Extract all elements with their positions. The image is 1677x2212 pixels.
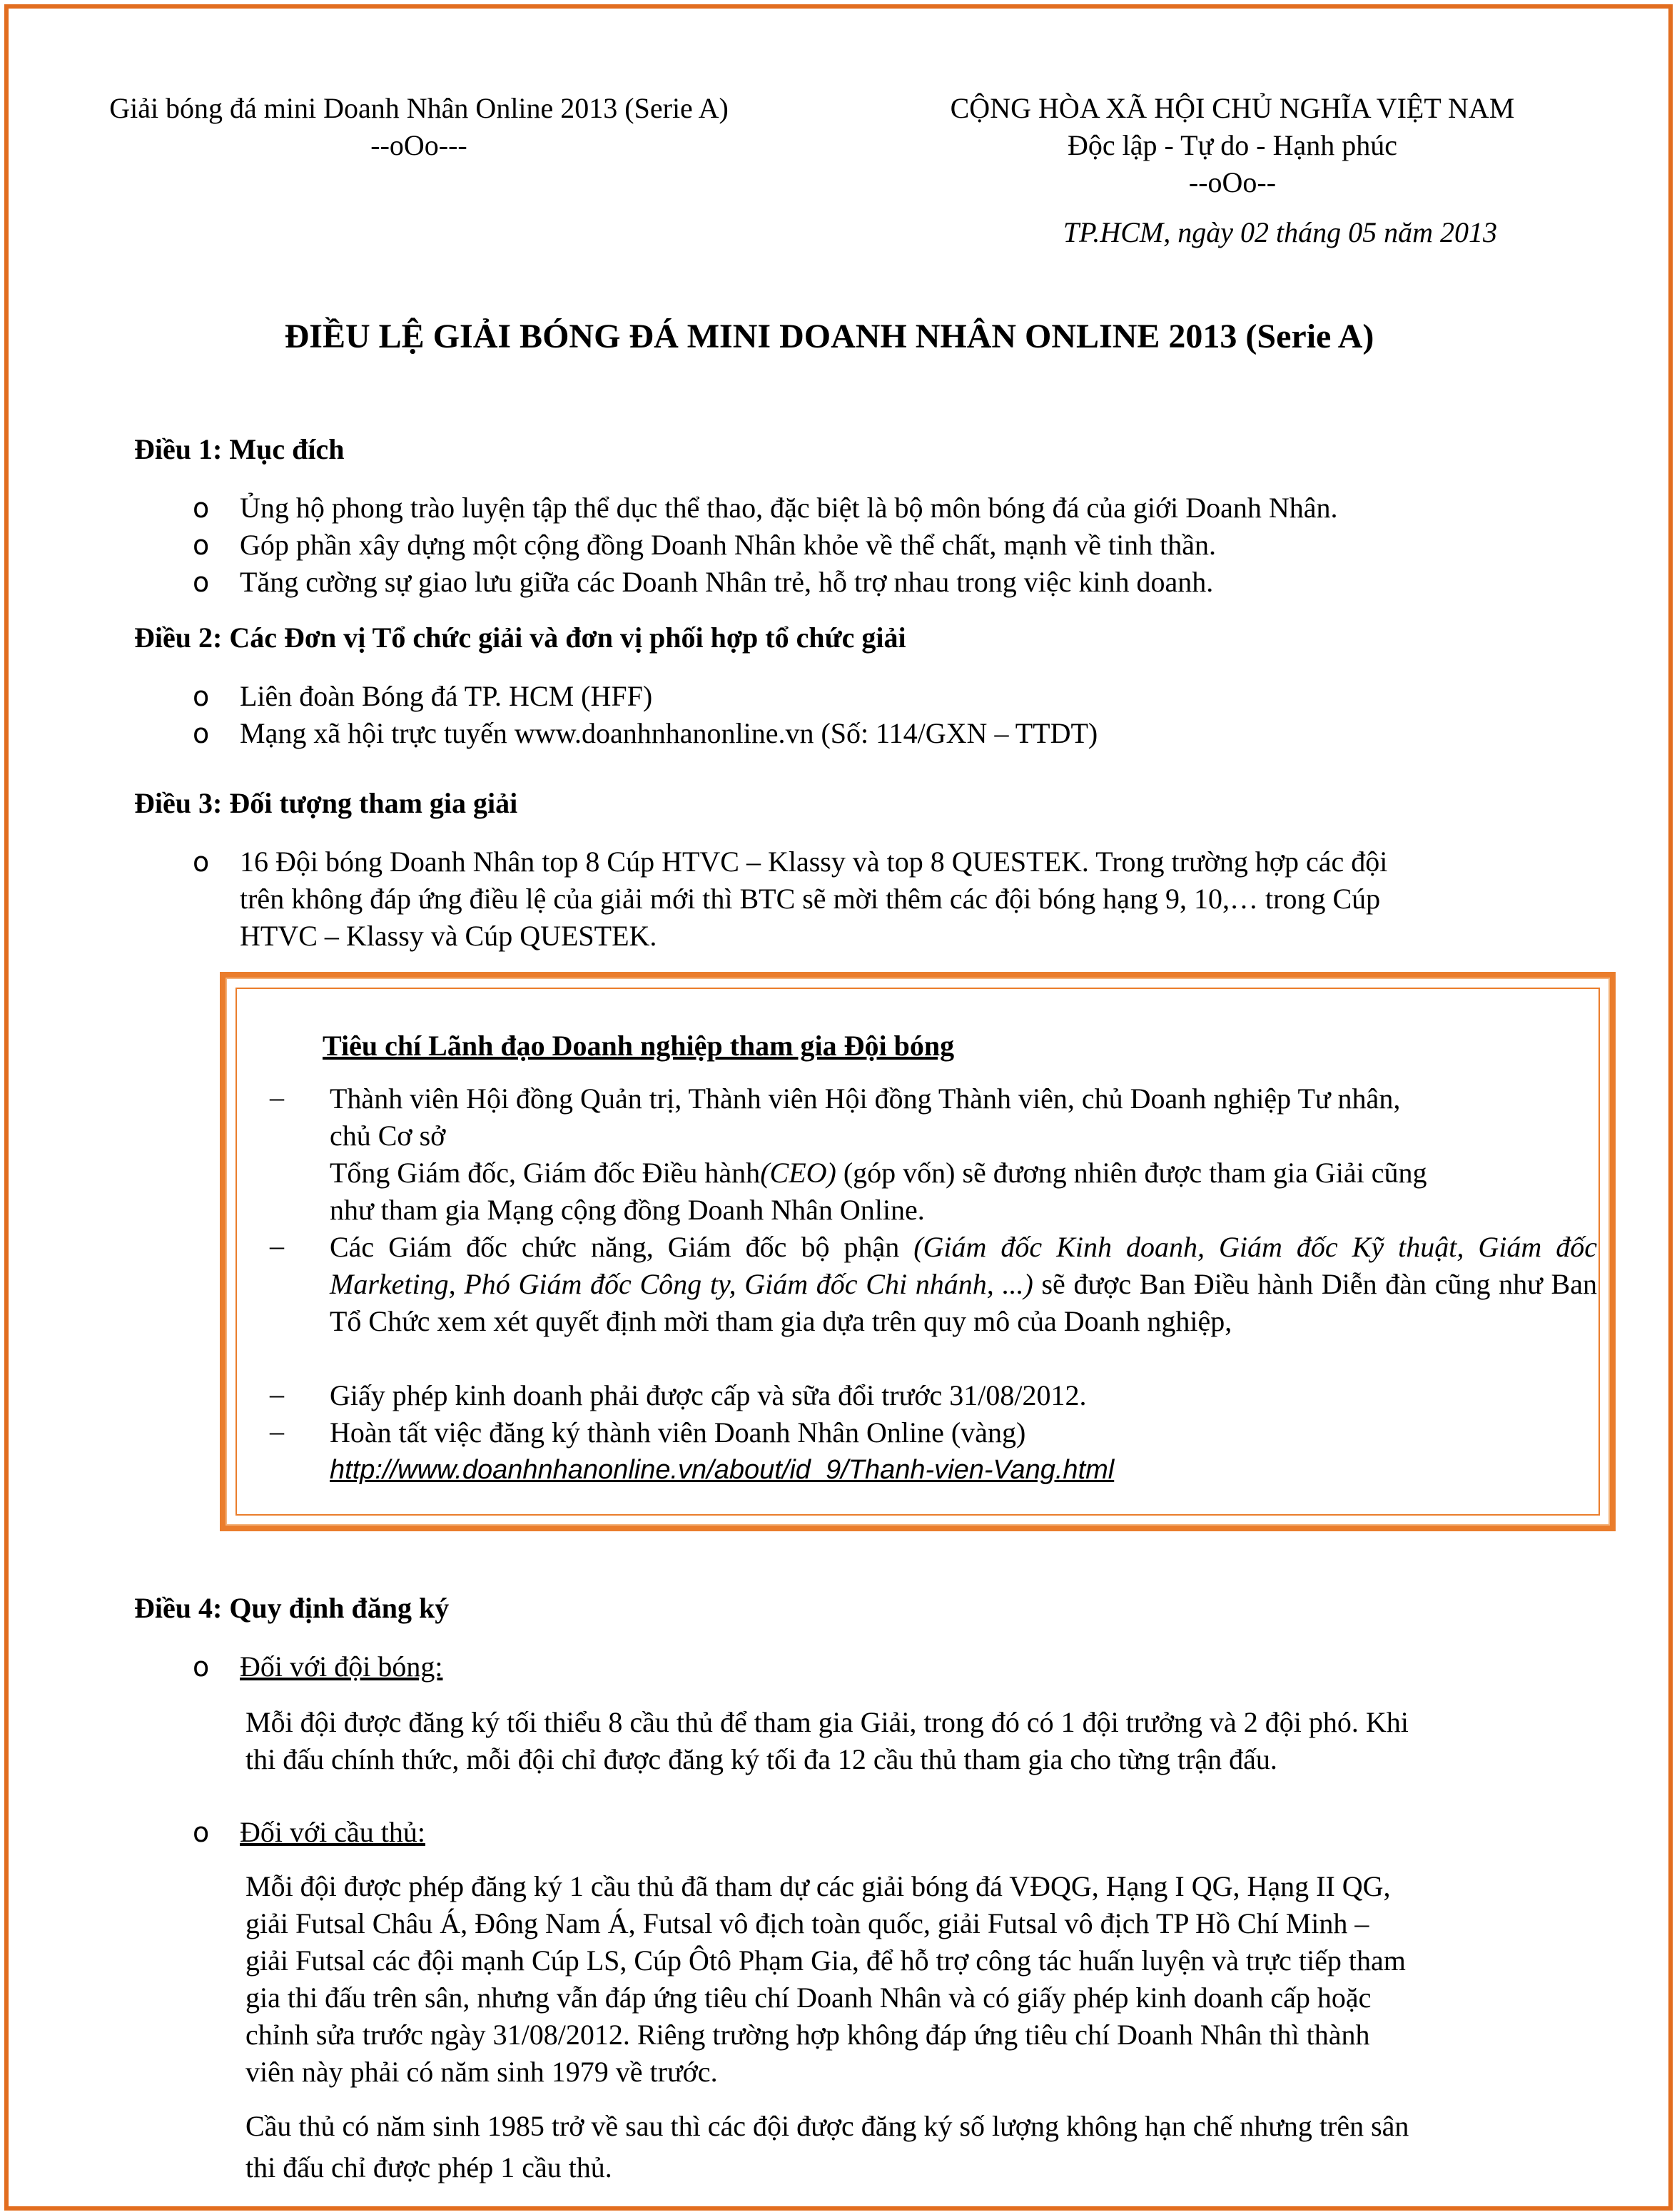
young-player-line: thi đấu chỉ được phép 1 cầu thủ.	[245, 2151, 612, 2183]
player-rule-line: Mỗi đội được phép đăng ký 1 cầu thủ đã tham dự các giải bóng đá VĐQG, Hạng I QG, Hạng II QG,	[245, 1870, 1391, 1902]
player-rule-line: giải Futsal Châu Á, Đông Nam Á, Futsal vô địch toàn quốc, giải Futsal vô địch TP Hồ Chí Minh –	[245, 1907, 1369, 1939]
criteria-box-inner-border	[235, 988, 1600, 1516]
bullet-icon: o	[193, 681, 210, 712]
document-title: ĐIỀU LỆ GIẢI BÓNG ĐÁ MINI DOANH NHÂN ONLINE 2013 (Serie A)	[284, 318, 1374, 355]
organizer-divider: --oOo---	[370, 129, 467, 161]
criteria-text: Tổng Giám đốc, Giám đốc Điều hành	[330, 1157, 761, 1189]
criteria-box	[220, 972, 1616, 1531]
player-rule-line: viên này phải có năm sinh 1979 về trước.	[245, 2056, 718, 2088]
player-rule-line: chỉnh sửa trước ngày 31/08/2012. Riêng trường hợp không đáp ứng tiêu chí Doanh Nhân thì thành	[245, 2019, 1370, 2051]
bullet-icon: o	[193, 492, 210, 524]
criteria-title: Tiêu chí Lãnh đạo Doanh nghiệp tham gia Đội bóng	[323, 1030, 955, 1062]
article-1-item: Ủng hộ phong trào luyện tập thể dục thể thao, đặc biệt là bộ môn bóng đá của giới Doanh Nhân.	[240, 492, 1338, 524]
criteria-line: như tham gia Mạng cộng đồng Doanh Nhân Online.	[330, 1194, 925, 1226]
bullet-icon: o	[193, 846, 210, 878]
country-name: CỘNG HÒA XÃ HỘI CHỦ NGHĨA VIỆT NAM	[950, 92, 1515, 124]
player-rule-line: giải Futsal các đội mạnh Cúp LS, Cúp Ôtô Phạm Gia, để hỗ trợ công tác huấn luyện và trực tiếp tham	[245, 1944, 1406, 1977]
bullet-icon: o	[193, 529, 210, 561]
dash-bullet: –	[270, 1229, 284, 1262]
article-2-item: Mạng xã hội trực tuyến www.doanhnhanonline.vn (Số: 114/GXN – TTDT)	[240, 717, 1098, 749]
article-3-line: HTVC – Klassy và Cúp QUESTEK.	[240, 920, 657, 952]
national-motto: Độc lập - Tự do - Hạnh phúc	[1068, 129, 1397, 161]
player-rule-label: Đối với cầu thủ:	[240, 1816, 425, 1848]
article-4-heading: Điều 4: Quy định đăng ký	[134, 1592, 450, 1624]
bullet-icon: o	[193, 567, 210, 598]
criteria-text: sẽ được Ban Điều hành Diễn đàn cũng như Ban Tổ Chức xem xét quyết định mời tham gia dựa trên quy mô của Doanh nghiệp,	[330, 1268, 1597, 1337]
date-line: TP.HCM, ngày 02 tháng 05 năm 2013	[1063, 216, 1497, 248]
criteria-text: (góp vốn) sẽ đương nhiên được tham gia Giải cũng	[836, 1157, 1427, 1189]
criteria-ceo: (CEO)	[760, 1157, 836, 1189]
criteria-text: Các Giám đốc chức năng, Giám đốc bộ phận	[330, 1231, 914, 1263]
criteria-line: Thành viên Hội đồng Quản trị, Thành viên Hội đồng Thành viên, chủ Doanh nghiệp Tư nhân,	[330, 1082, 1401, 1115]
article-1-item: Góp phần xây dựng một cộng đồng Doanh Nhân khỏe về thể chất, mạnh về tinh thần.	[240, 529, 1217, 561]
article-2-item: Liên đoàn Bóng đá TP. HCM (HFF)	[240, 680, 653, 712]
team-rule-label: Đối với đội bóng:	[240, 1650, 443, 1683]
criteria-roles: (Giám đốc Kinh doanh, Giám đốc Kỹ thuật, Giám đốc Marketing, Phó Giám đốc Công ty, Giám đốc Chi nhánh, ...)	[330, 1231, 1598, 1300]
organizer-name: Giải bóng đá mini Doanh Nhân Online 2013 (Serie A)	[109, 92, 729, 124]
team-rule-line: thi đấu chính thức, mỗi đội chỉ được đăng ký tối đa 12 cầu thủ tham gia cho từng trận đấu.	[245, 1743, 1277, 1775]
young-player-line: Cầu thủ có năm sinh 1985 trở về sau thì các đội được đăng ký số lượng không hạn chế nhưng trên sân	[245, 2110, 1409, 2142]
criteria-item-2	[330, 1229, 1597, 1340]
criteria-line	[330, 1155, 1427, 1192]
article-1-heading: Điều 1: Mục đích	[134, 433, 345, 465]
article-3-line: 16 Đội bóng Doanh Nhân top 8 Cúp HTVC – Klassy và top 8 QUESTEK. Trong trường hợp các đội	[240, 846, 1388, 878]
article-2-heading: Điều 2: Các Đơn vị Tổ chức giải và đơn vị phối hợp tổ chức giải	[134, 622, 906, 654]
criteria-line: Hoàn tất việc đăng ký thành viên Doanh Nhân Online (vàng)	[330, 1416, 1026, 1449]
dash-bullet: –	[270, 1415, 284, 1447]
bullet-icon: o	[193, 1651, 210, 1683]
bullet-icon: o	[193, 718, 210, 749]
criteria-line: chủ Cơ sở	[330, 1120, 446, 1152]
dash-bullet: –	[270, 1081, 284, 1113]
article-3-heading: Điều 3: Đối tượng tham gia giải	[134, 787, 518, 819]
article-1-item: Tăng cường sự giao lưu giữa các Doanh Nhân trẻ, hỗ trợ nhau trong việc kinh doanh.	[240, 566, 1214, 598]
motto-divider: --oOo--	[1188, 166, 1277, 198]
dash-bullet: –	[270, 1378, 284, 1410]
article-3-line: trên không đáp ứng điều lệ của giải mới thì BTC sẽ mời thêm các đội bóng hạng 9, 10,… trong Cúp	[240, 883, 1381, 915]
criteria-line: Giấy phép kinh doanh phải được cấp và sữa đổi trước 31/08/2012.	[330, 1379, 1087, 1411]
member-link[interactable]: http://www.doanhnhanonline.vn/about/id_9/Thanh-vien-Vang.html	[330, 1455, 1115, 1485]
team-rule-line: Mỗi đội được đăng ký tối thiểu 8 cầu thủ để tham gia Giải, trong đó có 1 đội trưởng và 2 đội phó. Khi	[245, 1706, 1409, 1738]
document-page	[4, 4, 1673, 2211]
player-rule-line: gia thi đấu trên sân, nhưng vẫn đáp ứng tiêu chí Doanh Nhân và có giấy phép kinh doanh cấp hoặc	[245, 1982, 1372, 2014]
bullet-icon: o	[193, 1817, 210, 1848]
